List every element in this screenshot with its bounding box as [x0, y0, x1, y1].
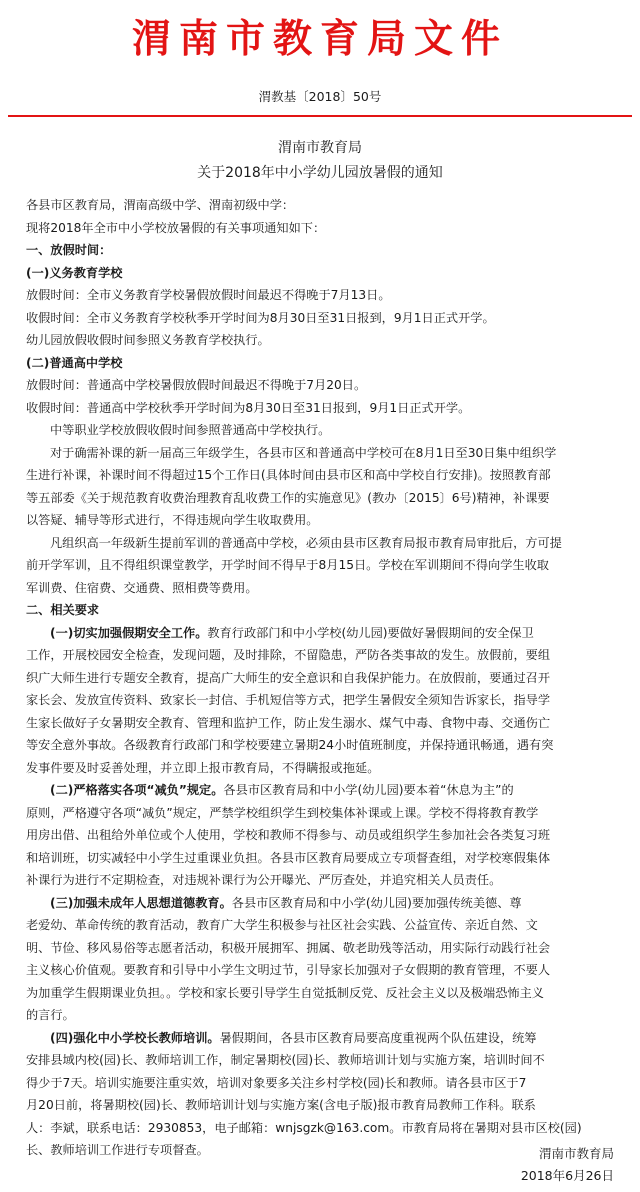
signature-block	[521, 1143, 614, 1187]
paragraph-line: 用房出借、出租给外单位或个人使用，学校和教师不得参与、动员或组织学生参加社会各类复习班	[26, 828, 551, 842]
paragraph-line: 和培训班，切实减轻中小学生过重课业负担。各县市区教育局要成立专项督查组，对学校寒假集体	[26, 850, 551, 865]
paragraph-line: 等安全意外事故。各级教育行政部门和学校要建立暑期24小时值班制度，并保持通讯畅通，遇有突	[26, 738, 554, 752]
paragraph-line: 等五部委《关于规范教育收费治理教育乱收费工作的实施意见》(教办〔2015〕6号)精神，补课要	[26, 490, 550, 505]
paragraph-line: 明、节俭、移风易俗等志愿者活动，积极开展拥军、拥属、敬老助残等活动，用实际行动践行社会	[26, 940, 551, 955]
paragraph-line: 织广大师生进行专题安全教育，提高广大师生的安全意识和自我保护能力。在放假前，要通过召开	[26, 670, 551, 685]
requirement-label: (三)加强未成年人思想道德教育。	[50, 895, 232, 910]
section-heading: 一、放假时间：	[26, 243, 112, 257]
notice-body	[26, 194, 626, 1162]
section-heading: 二、相关要求	[26, 603, 100, 617]
paragraph-line: 人：李斌，联系电话：2930853，电子邮箱：wnjsgzk@163.com。市教育局将在暑期对县市区校(园)	[26, 1120, 582, 1135]
requirement-line	[26, 622, 626, 645]
paragraph-line: 生家长做好子女暑期安全教育、管理和监护工作，防止发生溺水、煤气中毒、食物中毒、交通伤亡	[26, 715, 551, 730]
paragraph-line: 原则，严格遵守各项“减负”规定，严禁学校组织学生到校集体补课或上课。学校不得将教育教学	[26, 805, 539, 820]
signature-org: 渭南市教育局	[538, 1146, 614, 1161]
requirement-text: 教育行政部门和中小学校(幼儿园)要做好暑假期间的安全保卫	[207, 625, 534, 640]
subsection-heading: (一)义务教育学校	[26, 265, 123, 280]
paragraph-line: 对于确需补课的新一届高三年级学生，各县市区和普通高中学校可在8月1日至30日集中组织学	[50, 445, 557, 460]
paragraph: 收假时间：普通高中学校秋季开学时间为8月30日至31日报到，9月1日正式开学。	[26, 400, 471, 415]
notice-issuer: 渭南市教育局	[278, 140, 362, 156]
requirement-line	[26, 1027, 626, 1050]
addressee-line: 各县市区教育局，渭南高级中学、渭南初级中学：	[26, 198, 295, 212]
intro-line: 现将2018年全市中小学校放暑假的有关事项通知如下：	[26, 220, 326, 235]
requirement-line	[26, 779, 626, 802]
requirement-text: 各县市区教育局和中小学(幼儿园)要加强传统美德、尊	[231, 895, 522, 910]
notice-title: 关于2018年中小学幼儿园放暑假的通知	[197, 165, 443, 181]
paragraph: 放假时间：全市义务教育学校暑假放假时间最迟不得晚于7月13日。	[26, 288, 391, 302]
requirement-label: (二)严格落实各项“减负”规定。	[50, 783, 224, 797]
paragraph-line: 补课行为进行不定期检查，对违规补课行为公开曝光、严厉查处，并追究相关人员责任。	[26, 873, 502, 887]
paragraph-line: 发事件要及时妥善处理，并立即上报市教育局，不得瞒报或拖延。	[26, 760, 380, 775]
document-number: 渭教基〔2018〕50号	[258, 89, 382, 104]
paragraph: 放假时间：普通高中学校暑假放假时间最迟不得晚于7月20日。	[26, 378, 367, 392]
document-header-title: 渭南市教育局文件	[131, 16, 508, 62]
requirement-line	[26, 892, 626, 915]
requirement-text: 暑假期间，各县市区教育局要高度重视两个队伍建设，统筹	[219, 1030, 537, 1045]
paragraph-line: 的言行。	[26, 1008, 75, 1022]
signature-date: 2018年6月26日	[520, 1168, 614, 1183]
paragraph-line: 军训费、住宿费、交通费、照相费等费用。	[26, 580, 258, 595]
paragraph-line: 月20日前，将暑期校(园)长、教师培训计划与实施方案(含电子版)报市教育局教师工作科。联系	[26, 1098, 536, 1112]
requirement-text: 各县市区教育局和中小学(幼儿园)要本着“休息为主”的	[223, 783, 514, 797]
paragraph: 幼儿园放假收假时间参照义务教育学校执行。	[26, 333, 270, 347]
paragraph-line: 老爱幼、革命传统的教育活动，教育广大学生积极参与社区社会实践、公益宣传、亲近自然、文	[26, 918, 538, 932]
paragraph-line: 安排县域内校(园)长、教师培训工作，制定暑期校(园)长、教师培训计划与实施方案，培训时间不	[26, 1053, 545, 1067]
paragraph: 中等职业学校放假收假时间参照普通高中学校执行。	[50, 423, 331, 437]
paragraph-line: 生进行补课，补课时间不得超过15个工作日(具体时间由县市区和高中学校自行安排)。按照教育部	[26, 468, 551, 482]
paragraph-line: 工作，开展校园安全检查，发现问题，及时排除，不留隐患，严防各类事故的发生。放假前，要组	[26, 648, 551, 662]
paragraph-line: 以答疑、辅导等形式进行，不得违规向学生收取费用。	[26, 513, 319, 527]
paragraph: 收假时间：全市义务教育学校秋季开学时间为8月30日至31日报到，9月1日正式开学。	[26, 310, 495, 325]
paragraph-line: 凡组织高一年级新生提前军训的普通高中学校，必须由县市区教育局报市教育局审批后，方可提	[50, 535, 562, 550]
paragraph-line: 长、教师培训工作进行专项督查。	[26, 1143, 209, 1157]
paragraph-line: 得少于7天。培训实施要注重实效，培训对象要多关注乡村学校(园)长和教师。请各县市区于7	[26, 1075, 527, 1090]
subsection-heading: (二)普通高中学校	[26, 355, 123, 370]
paragraph-line: 前开学军训，且不得组织课堂教学，开学时间不得早于8月15日。学校在军训期间不得向学生收取	[26, 558, 549, 572]
paragraph-line: 主义核心价值观。要教育和引导中小学生文明过节，引导家长加强对子女假期的教育管理，不要人	[26, 963, 551, 977]
red-divider-line	[8, 115, 632, 117]
paragraph-line: 家长会、发放宣传资料、致家长一封信、手机短信等方式，把学生暑假安全须知告诉家长，指导学	[26, 693, 551, 707]
paragraph-line: 为加重学生假期课业负担。。学校和家长要引导学生自觉抵制反党、反社会主义以及极端恐怖主义	[26, 985, 544, 1000]
requirement-label: (四)强化中小学校长教师培训。	[50, 1030, 220, 1045]
requirement-label: (一)切实加强假期安全工作。	[50, 625, 208, 640]
